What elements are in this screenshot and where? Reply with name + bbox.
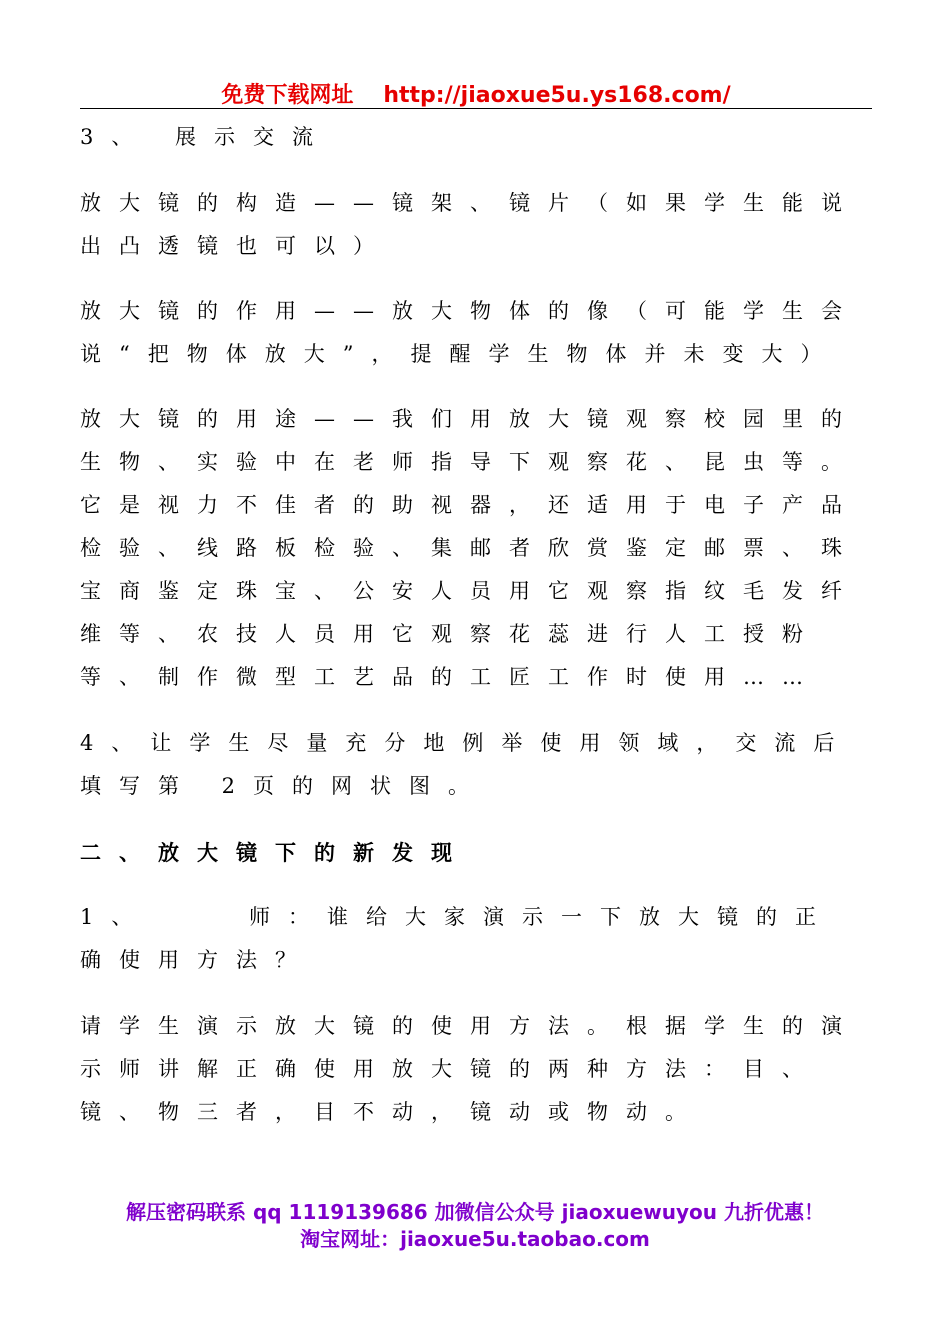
paragraph-demo: 请学生演示放大镜的使用方法。根据学生的演示师讲解正确使用放大镜的两种方法：目、镜、物三者，目不动，镜动或物动。	[80, 1014, 860, 1124]
section-heading-2: 二、放大镜下的新发现	[80, 840, 470, 865]
footer-line-1: 解压密码联系 qq 1119139686 加微信公众号 jiaoxuewuyou 九折优惠！	[126, 1200, 824, 1224]
header-label: 免费下载网址	[221, 83, 354, 108]
paragraph-function: 放大镜的作用——放大物体的像（可能学生会说“把物体放大”，提醒学生物体并未变大）	[80, 299, 860, 366]
paragraph-step-4: 4、让学生尽量充分地例举使用领域，交流后填写第 2页的网状图。	[80, 731, 853, 798]
header-rule	[80, 108, 872, 109]
footer-line-2[interactable]: 淘宝网址：jiaoxue5u.taobao.com	[300, 1227, 650, 1251]
page-header	[80, 78, 872, 108]
paragraph-uses: 放大镜的用途——我们用放大镜观察校园里的生物、实验中在老师指导下观察花、昆虫等。它是视力不佳者的助视器，还适用于电子产品检验、线路板检验、集邮者欣赏鉴定邮票、珠宝商鉴定珠宝、公安人员用它观察指纹毛发纤维等、农技人员用它观察花蕊进行人工授粉等、制作微型工艺品的工匠工作时使用……	[80, 407, 860, 689]
paragraph-structure: 放大镜的构造——镜架、镜片（如果学生能说出凸透镜也可以）	[80, 191, 860, 258]
header-url[interactable]: http://jiaoxue5u.ys168.com/	[383, 83, 731, 108]
paragraph-step-1: 1、 师：谁给大家演示一下放大镜的正确使用方法？	[80, 905, 835, 972]
paragraph-section-3-title: 3、 展示交流	[80, 125, 332, 149]
